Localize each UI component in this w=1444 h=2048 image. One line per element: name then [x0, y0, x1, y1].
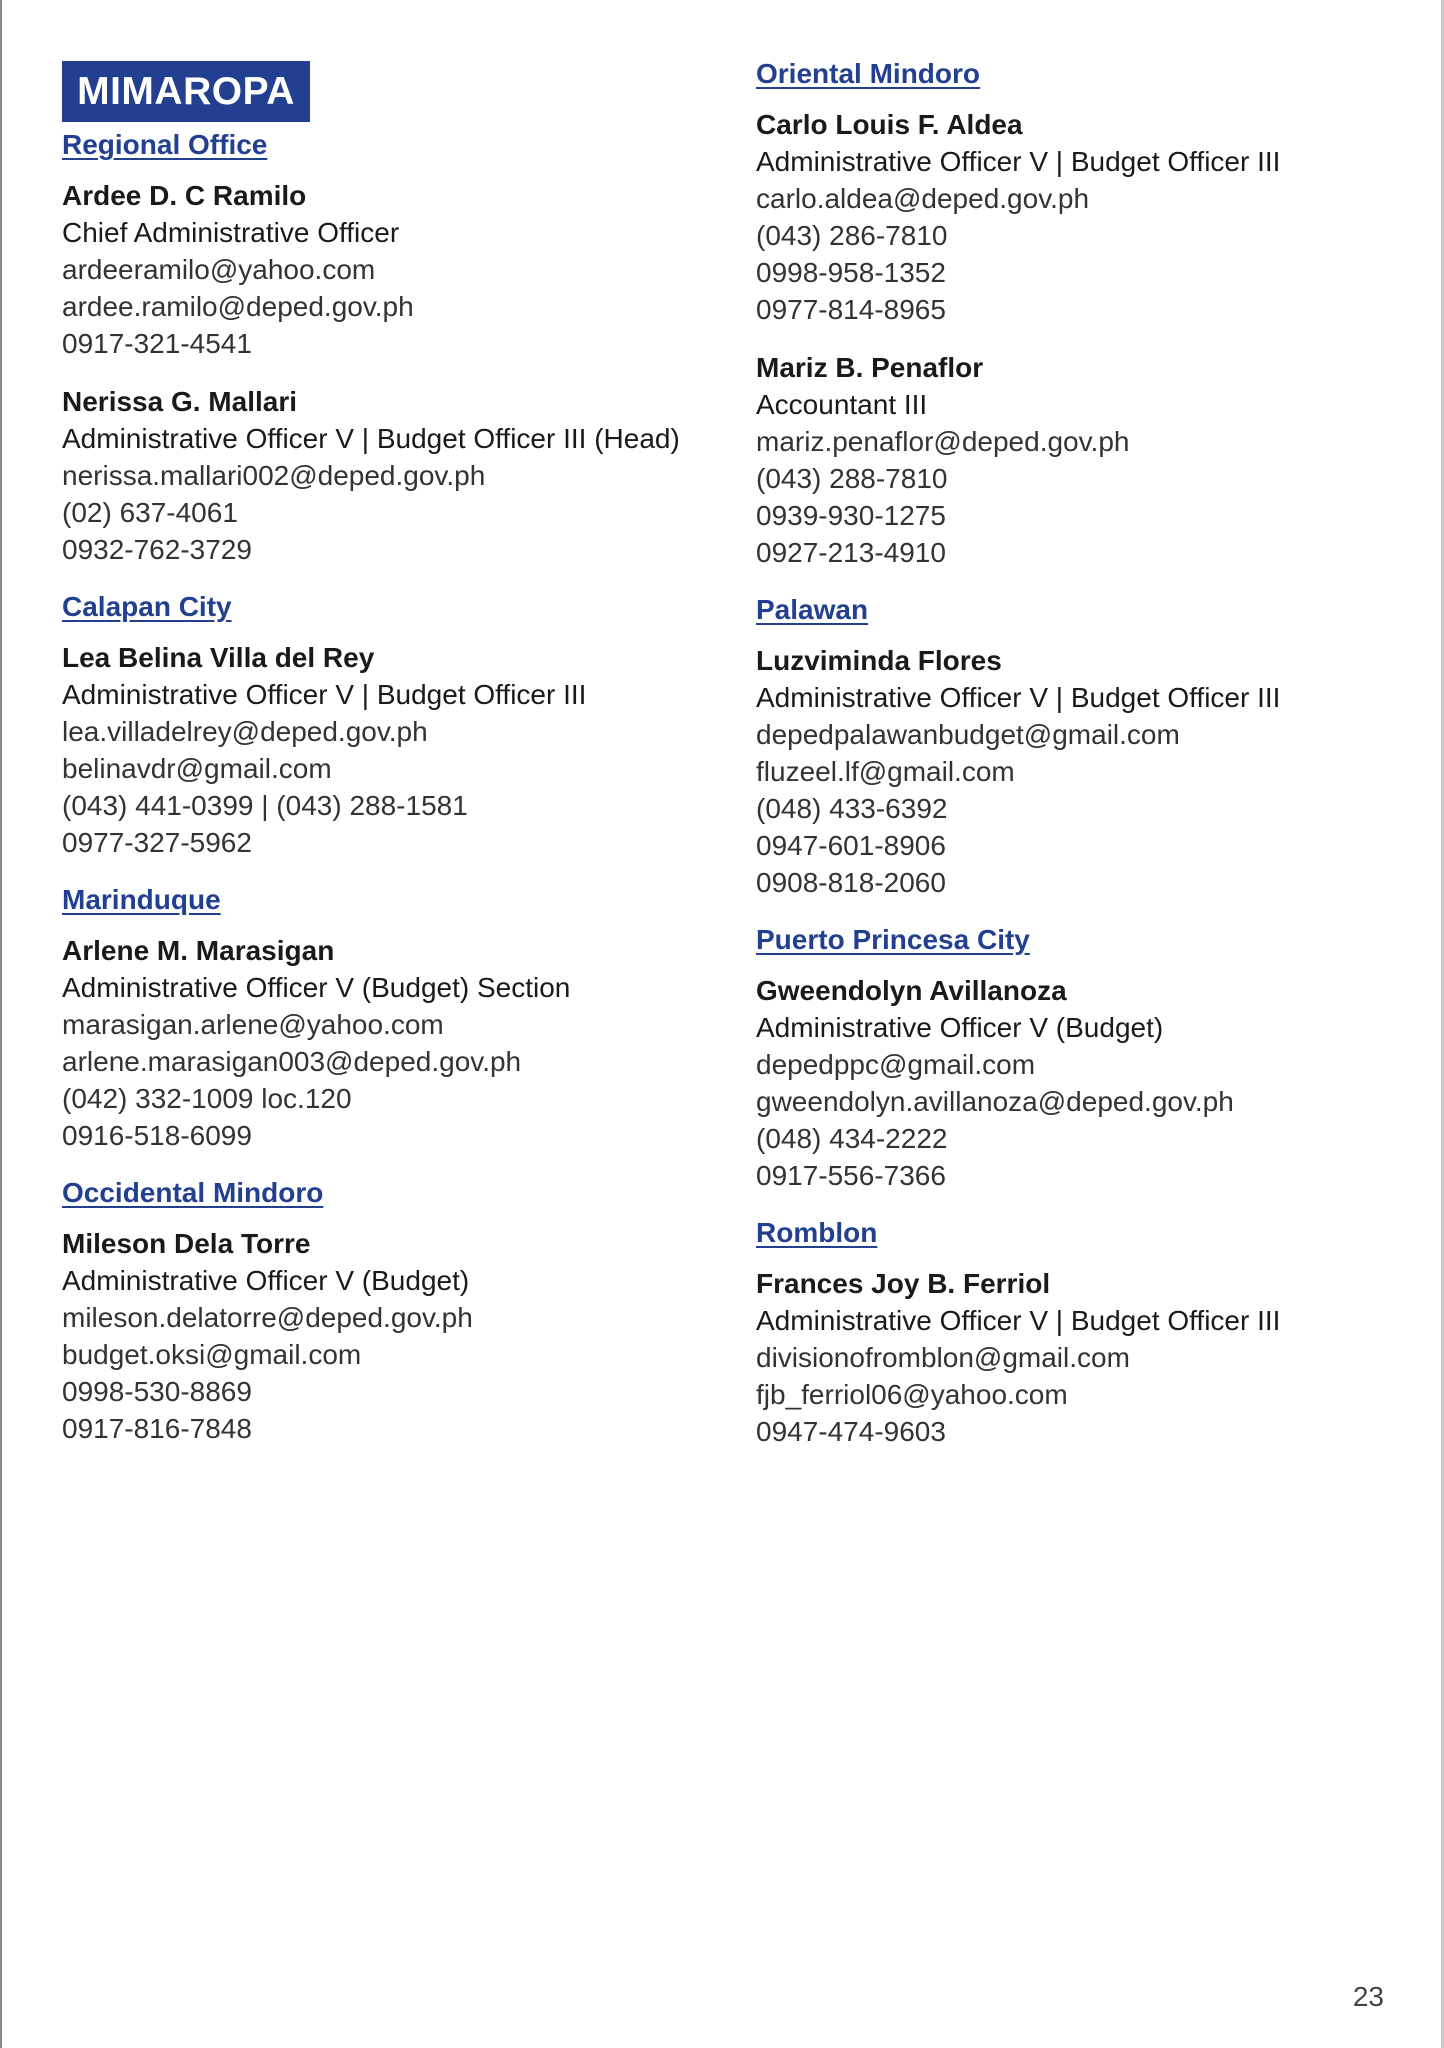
contact-position: Administrative Officer V | Budget Officer III (Head) [62, 423, 680, 454]
page-number: 23 [1352, 1981, 1384, 2012]
contact-position: Administrative Officer V | Budget Officer III [756, 682, 1281, 713]
contact-card [756, 1265, 1436, 1450]
contact-phone: 0998-958-1352 [756, 257, 946, 288]
contact-email: nerissa.mallari002@deped.gov.ph [62, 460, 486, 491]
section-heading: Occidental Mindoro [62, 1177, 324, 1208]
contact-card [756, 642, 1436, 901]
contact-phone: 0908-818-2060 [756, 867, 946, 898]
contact-phone: 0977-327-5962 [62, 827, 252, 858]
contact-phone: 0927-213-4910 [756, 537, 946, 568]
contact-position: Administrative Officer V (Budget) [756, 1012, 1164, 1043]
contact-phone: 0932-762-3729 [62, 534, 252, 565]
contact-position: Accountant III [756, 389, 928, 420]
contact-email: depedppc@gmail.com [756, 1049, 1036, 1080]
contact-phone: 0939-930-1275 [756, 500, 946, 531]
contact-phone: 0977-814-8965 [756, 294, 946, 325]
contact-name: Arlene M. Marasigan [62, 935, 335, 966]
contact-phone: 0917-556-7366 [756, 1160, 946, 1191]
contact-position: Chief Administrative Officer [62, 217, 400, 248]
contact-name: Gweendolyn Avillanoza [756, 975, 1067, 1006]
contact-phone: (048) 434-2222 [756, 1123, 948, 1154]
contact-phone: 0998-530-8869 [62, 1376, 252, 1407]
contact-name: Mariz B. Penaflor [756, 352, 984, 383]
contact-name: Mileson Dela Torre [62, 1228, 311, 1259]
contact-email: belinavdr@gmail.com [62, 753, 332, 784]
contact-position: Administrative Officer V | Budget Officer III [756, 1305, 1281, 1336]
contact-card [756, 972, 1436, 1194]
office-section-regional-office [62, 127, 742, 568]
contact-name: Nerissa G. Mallari [62, 386, 298, 417]
contact-phone: 0917-816-7848 [62, 1413, 252, 1444]
section-heading: Romblon [756, 1217, 878, 1248]
contact-phone: 0917-321-4541 [62, 328, 252, 359]
contact-email: ardeeramilo@yahoo.com [62, 254, 376, 285]
section-heading: Puerto Princesa City [756, 924, 1030, 955]
contact-email: ardee.ramilo@deped.gov.ph [62, 291, 414, 322]
contact-card [756, 106, 1436, 328]
contact-card [756, 349, 1436, 571]
contact-position: Administrative Officer V (Budget) [62, 1265, 470, 1296]
contact-name: Carlo Louis F. Aldea [756, 109, 1023, 140]
section-heading: Regional Office [62, 129, 268, 160]
office-section-occidental-mindoro [62, 1175, 742, 1447]
contact-phone: (043) 441-0399 | (043) 288-1581 [62, 790, 468, 821]
page-edge [0, 0, 2, 2048]
section-heading: Calapan City [62, 591, 232, 622]
region-badge: MIMAROPA [62, 61, 310, 122]
office-section-calapan-city [62, 589, 742, 861]
contact-phone: (043) 288-7810 [756, 463, 948, 494]
contact-email: depedpalawanbudget@gmail.com [756, 719, 1180, 750]
contact-email: fluzeel.lf@gmail.com [756, 756, 1015, 787]
contact-position: Administrative Officer V (Budget) Section [62, 972, 571, 1003]
right-column [756, 56, 1436, 1471]
section-heading: Oriental Mindoro [756, 58, 980, 89]
contact-phone: (02) 637-4061 [62, 497, 238, 528]
office-section-puerto-princesa-city [756, 922, 1436, 1194]
contact-phone: (048) 433-6392 [756, 793, 948, 824]
contact-name: Frances Joy B. Ferriol [756, 1268, 1051, 1299]
contact-card [62, 639, 742, 861]
office-section-marinduque [62, 882, 742, 1154]
office-section-romblon [756, 1215, 1436, 1450]
contact-phone: (042) 332-1009 loc.120 [62, 1083, 352, 1114]
office-section-palawan [756, 592, 1436, 901]
contact-email: carlo.aldea@deped.gov.ph [756, 183, 1090, 214]
contact-email: fjb_ferriol06@yahoo.com [756, 1379, 1068, 1410]
contact-card [62, 1225, 742, 1447]
contact-card [62, 383, 742, 568]
contact-phone: 0947-601-8906 [756, 830, 946, 861]
contact-email: marasigan.arlene@yahoo.com [62, 1009, 444, 1040]
contact-card [62, 177, 742, 362]
contact-card [62, 932, 742, 1154]
left-column [62, 127, 742, 1468]
section-heading: Marinduque [62, 884, 221, 915]
contact-email: gweendolyn.avillanoza@deped.gov.ph [756, 1086, 1234, 1117]
contact-phone: 0947-474-9603 [756, 1416, 946, 1447]
contact-position: Administrative Officer V | Budget Officer III [62, 679, 587, 710]
contact-phone: (043) 286-7810 [756, 220, 948, 251]
contact-name: Ardee D. C Ramilo [62, 180, 307, 211]
contact-email: divisionofromblon@gmail.com [756, 1342, 1130, 1373]
contact-email: lea.villadelrey@deped.gov.ph [62, 716, 428, 747]
contact-email: budget.oksi@gmail.com [62, 1339, 362, 1370]
section-heading: Palawan [756, 594, 869, 625]
contact-name: Luzviminda Flores [756, 645, 1002, 676]
office-section-oriental-mindoro [756, 56, 1436, 571]
contact-phone: 0916-518-6099 [62, 1120, 252, 1151]
contact-email: mileson.delatorre@deped.gov.ph [62, 1302, 473, 1333]
contact-position: Administrative Officer V | Budget Officer III [756, 146, 1281, 177]
contact-email: mariz.penaflor@deped.gov.ph [756, 426, 1130, 457]
contact-email: arlene.marasigan003@deped.gov.ph [62, 1046, 522, 1077]
contact-name: Lea Belina Villa del Rey [62, 642, 375, 673]
